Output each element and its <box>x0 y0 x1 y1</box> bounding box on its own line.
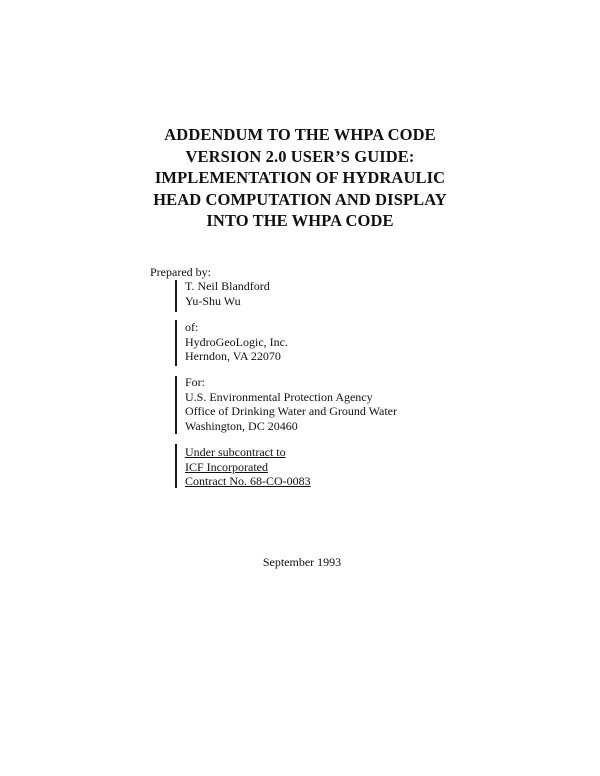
title-line: HEAD COMPUTATION AND DISPLAY <box>153 189 447 209</box>
sponsor-block <box>185 375 397 433</box>
document-title <box>0 124 600 232</box>
sponsor-address: Washington, DC 20460 <box>185 418 298 433</box>
margin-bar-organization <box>175 320 177 366</box>
subcontract-company: ICF Incorporated <box>185 459 268 474</box>
subcontract-line: Under subcontract to <box>185 445 286 459</box>
margin-bar-authors <box>175 280 177 312</box>
authors-block <box>185 279 270 308</box>
prepared-by-label: Prepared by: <box>150 265 211 279</box>
publication-date: September 1993 <box>262 555 342 569</box>
title-line: ADDENDUM TO THE WHPA CODE <box>164 125 436 144</box>
organization-name: HydroGeoLogic, Inc. <box>185 334 288 349</box>
margin-bar-subcontract <box>175 444 177 488</box>
author-name: T. Neil Blandford <box>185 279 270 293</box>
author-name: Yu-Shu Wu <box>185 293 241 308</box>
sponsor-label: For: <box>185 375 206 389</box>
title-line: IMPLEMENTATION OF HYDRAULIC <box>154 168 446 187</box>
organization-block <box>185 320 288 364</box>
title-line: VERSION 2.0 USER’S GUIDE: <box>185 146 415 166</box>
sponsor-agency: U.S. Environmental Protection Agency <box>185 389 373 404</box>
contract-number: Contract No. 68-CO-0083 <box>185 474 311 488</box>
title-line: INTO THE WHPA CODE <box>206 211 394 230</box>
organization-label: of: <box>185 320 199 334</box>
margin-bar-sponsor <box>175 376 177 434</box>
organization-address: Herndon, VA 22070 <box>185 349 281 363</box>
sponsor-office: Office of Drinking Water and Ground Water <box>185 404 398 418</box>
subcontract-block <box>185 445 311 489</box>
